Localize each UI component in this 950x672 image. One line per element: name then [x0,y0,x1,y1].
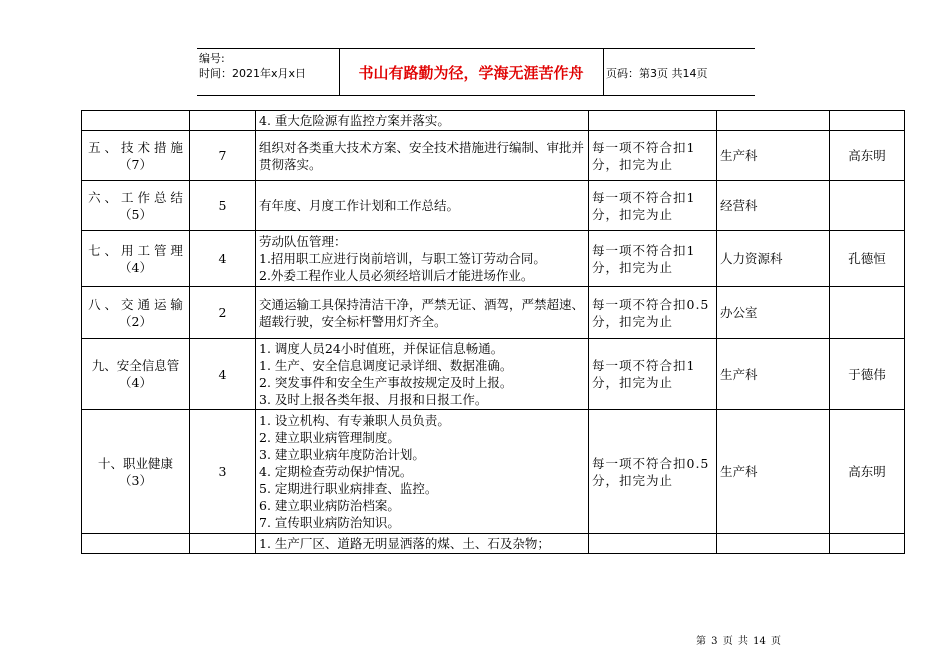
content-cell [256,231,589,287]
category-name: 十、职业健康 [97,455,173,471]
assessment-table [81,110,905,554]
table-row [82,339,905,410]
dept-cell [717,534,830,554]
rule-cell: 每一项不符合扣0.5分，扣完为止 [589,410,717,534]
table-row [82,181,905,231]
score-cell: 4 [190,339,256,410]
table-row [82,111,905,131]
score-cell: 2 [190,287,256,339]
score-cell: 7 [190,131,256,181]
table-row [82,287,905,339]
category-score: （4） [119,259,152,275]
table-row [82,410,905,534]
table-row [82,231,905,287]
dept-cell: 人力资源科 [717,231,830,287]
dept-cell: 办公室 [717,287,830,339]
rule-cell [589,111,717,131]
person-cell [830,287,905,339]
content-line: 有年度、月度工作计划和工作总结。 [259,198,460,213]
category-cell [82,231,190,287]
number-label: 编号: [199,52,225,65]
category-cell [82,131,190,181]
category-score: （2） [119,313,152,329]
category-name: 六 、 工 作 总 结 [88,189,183,205]
header-motto: 书山有路勤为径，学海无涯苦作舟 [358,63,584,82]
person-cell: 高东明 [830,131,905,181]
content-cell [256,287,589,339]
content-cell [256,181,589,231]
content-cell [256,534,589,554]
category-name: 八 、 交 通 运 输 [88,296,183,312]
category-name: 九、安全信息管 [91,358,180,373]
content-line: 5. 定期进行职业病排查、监控。 [259,481,438,496]
content-cell [256,339,589,410]
content-line: 4. 定期检查劳动保护情况。 [259,464,413,479]
rule-cell: 每一项不符合扣1分，扣完为止 [589,231,717,287]
content-line: 2. 建立职业病管理制度。 [259,430,400,445]
header-page-info: 页码：第3页 共14页 [606,67,708,80]
content-line: 劳动队伍管理： [259,234,347,249]
score-cell [190,534,256,554]
dept-cell: 生产科 [717,339,830,410]
score-cell: 4 [190,231,256,287]
content-line: 2.外委工程作业人员必须经培训后才能进场作业。 [259,268,534,283]
person-cell: 高东明 [830,410,905,534]
score-cell [190,111,256,131]
person-cell: 孔德恒 [830,231,905,287]
rule-cell [589,534,717,554]
content-line: 4. 重大危险源有监控方案并落实。 [259,113,450,128]
content-line: 3. 建立职业病年度防治计划。 [259,447,425,462]
header-meta [199,51,337,81]
table-row [82,131,905,181]
score-cell: 3 [190,410,256,534]
content-cell [256,131,589,181]
content-cell [256,410,589,534]
table-row [82,534,905,554]
content-line: 1. 调度人员24小时值班，并保证信息畅通。 [259,341,504,356]
page-header [197,48,755,96]
person-cell [830,534,905,554]
category-cell [82,339,190,410]
content-line: 2. 突发事件和安全生产事故按规定及时上报。 [259,375,513,390]
category-cell [82,181,190,231]
category-cell [82,534,190,554]
content-line: 1.招用职工应进行岗前培训，与职工签订劳动合同。 [259,251,546,266]
content-line: 1. 生产厂区、道路无明显洒落的煤、土、石及杂物； [259,536,550,551]
category-name: 五 、 技 术 措 施 [88,139,183,155]
content-cell [256,111,589,131]
score-cell: 5 [190,181,256,231]
content-line: 6. 建立职业病防治档案。 [259,498,400,513]
category-score: （4） [119,375,152,390]
content-line: 7. 宣传职业病防治知识。 [259,515,400,530]
category-cell [82,410,190,534]
category-cell [82,111,190,131]
content-line: 1. 设立机构、有专兼职人员负责。 [259,413,450,428]
dept-cell: 生产科 [717,410,830,534]
person-cell: 于德伟 [830,339,905,410]
content-line: 组织对各类重大技术方案、安全技术措施进行编制、审批并贯彻落实。 [259,139,585,172]
content-line: 交通运输工具保持清洁干净，严禁无证、酒驾，严禁超速、超载行驶，安全标杆警用灯齐全。 [259,296,585,329]
dept-cell: 经营科 [717,181,830,231]
person-cell [830,111,905,131]
page-footer: 第 3 页 共 14 页 [696,636,781,647]
category-name: 七 、 用 工 管 理 [88,242,183,258]
dept-cell [717,111,830,131]
category-score: （7） [119,156,152,172]
category-score: （3） [119,472,152,488]
rule-cell: 每一项不符合扣1分，扣完为止 [589,339,717,410]
dept-cell: 生产科 [717,131,830,181]
header-divider-right [603,49,604,95]
content-line: 3. 及时上报各类年报、月报和日报工作。 [259,392,488,407]
content-line: 1. 生产、安全信息调度记录详细、数据准确。 [259,358,513,373]
person-cell [830,181,905,231]
category-cell [82,287,190,339]
rule-cell: 每一项不符合扣0.5分，扣完为止 [589,287,717,339]
time-label: 时间：2021年x月x日 [199,67,307,80]
rule-cell: 每一项不符合扣1分，扣完为止 [589,181,717,231]
rule-cell: 每一项不符合扣1分，扣完为止 [589,131,717,181]
category-score: （5） [119,206,152,222]
